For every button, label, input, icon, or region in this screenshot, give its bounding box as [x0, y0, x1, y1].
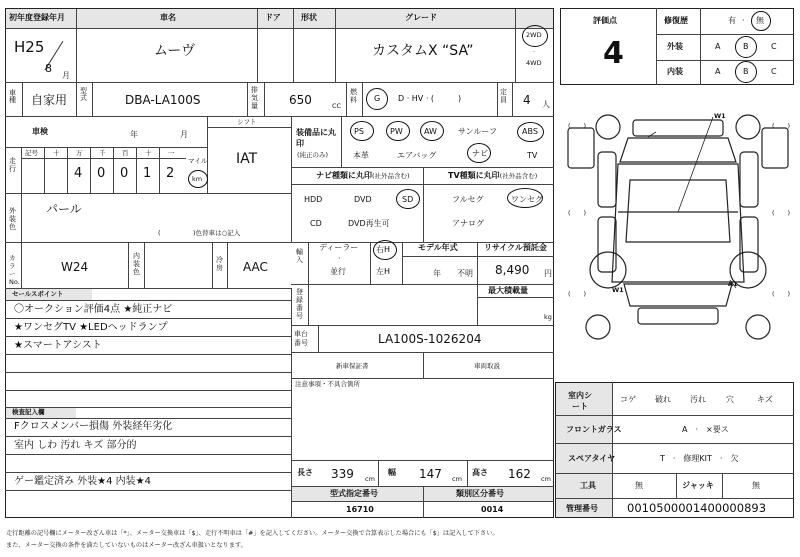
color-no: W24 — [61, 260, 89, 274]
mileage-digit: 4 — [74, 166, 83, 181]
interior-color-label: 内装色 — [133, 252, 140, 276]
usage: 自家用 — [31, 93, 68, 107]
tools-value: 無 — [635, 481, 643, 490]
inspector-label: 検査記入欄 — [12, 408, 45, 416]
shape-label: 形状 — [301, 13, 317, 22]
diagram-paren-5: ( ) — [568, 290, 587, 298]
spare-value: T · 修理KIT · 欠 — [660, 454, 739, 463]
cap-unit: 人 — [542, 100, 550, 109]
width-value: 147 — [419, 467, 442, 481]
mileage-digit: 2 — [166, 166, 175, 181]
navi-dvd-play: DVD再生可 — [348, 219, 390, 228]
load-label: 最大積載量 — [488, 286, 528, 295]
model-label: 型式 — [80, 87, 87, 102]
shift-label: シフト — [237, 118, 257, 126]
sales-line-3: ★スマートアシスト — [14, 340, 102, 351]
import-parallel: 並行 — [330, 267, 346, 276]
color-change: ( )色替車は○記入 — [158, 229, 241, 237]
fuel-g: G — [374, 94, 381, 103]
height-label: 高さ — [472, 468, 488, 477]
mileage-head-cell: 千 — [99, 149, 106, 157]
equip-label: 装備品に丸印 — [296, 128, 336, 148]
jack-value: 無 — [752, 481, 760, 490]
navi-cd: CD — [310, 219, 322, 228]
width-label: 幅 — [388, 468, 396, 477]
mgmt-label: 管理番号 — [566, 504, 598, 513]
car-diagram — [558, 92, 798, 377]
import-dot: · — [338, 254, 341, 263]
repair-yes: 有 — [728, 16, 736, 25]
footer-line-1: 走行距離の記号欄にメーター改ざん車は「*」、メーター交換車は「$」、走行不明車は「#」を記入してください。メーター交換で合算表示した場合にも「$」は記入して下さい。 — [6, 530, 499, 537]
reg-no-label: 登録番号 — [296, 288, 303, 320]
seat-item: 破れ — [655, 395, 671, 404]
ac-value: AAC — [243, 260, 268, 274]
sales-point-label: セールスポイント — [12, 290, 64, 298]
recycle-label: リサイクル預託金 — [484, 243, 547, 252]
tools-label: 工具 — [580, 481, 596, 490]
jack-label: ジャッキ — [682, 481, 714, 490]
ac-label: 冷房 — [216, 256, 223, 272]
model: DBA-LA100S — [125, 93, 201, 107]
car-grade: カスタムX “SA” — [372, 43, 474, 59]
navi-sd: SD — [402, 195, 414, 204]
height-value: 162 — [508, 467, 531, 481]
chassis-value: LA100S-1026204 — [378, 332, 482, 346]
glass-value: A · ×要ス — [682, 425, 729, 434]
notes-label: 注意事項・不具合箇所 — [295, 380, 360, 388]
import-right: 右H — [376, 245, 391, 254]
cap-label: 定員 — [500, 88, 507, 104]
reg-era: H25 — [14, 38, 45, 56]
navi-dvd: DVD — [354, 195, 372, 204]
shift-value: IAT — [236, 151, 258, 167]
inspector-line-3: ゲー鑑定済み 外装★4 内装★4 — [14, 476, 152, 487]
repair-no: 無 — [756, 16, 764, 25]
drive-dot: · — [533, 48, 536, 56]
model-year-year: 年 — [433, 269, 441, 278]
import-label: 輸入 — [296, 248, 303, 264]
inspector-line-1: Fクロスメンバー損傷 外装経年劣化 — [14, 421, 173, 432]
equip-abs: ABS — [522, 127, 538, 136]
grade-label: グレード — [405, 13, 437, 22]
width-unit: cm — [452, 475, 462, 483]
reg-date-label: 初年度登録年月 — [9, 13, 65, 22]
inspect-month: 月 — [180, 130, 188, 139]
tv-fullseg: フルセグ — [452, 195, 484, 204]
drive-2wd: 2WD — [526, 31, 542, 39]
seat-item: コゲ — [620, 395, 636, 404]
ext-grade-c: C — [771, 42, 777, 51]
car-name-label: 車名 — [160, 13, 176, 22]
tv-type-title: TV種類に丸印(社外品含む) — [448, 171, 538, 180]
mileage-head-cell: 記号 — [25, 149, 38, 157]
fuel-other: D · HV · ( ) — [398, 94, 462, 103]
color-value: パール — [46, 202, 82, 216]
equip-sunroof: サンルーフ — [458, 127, 497, 136]
equip-item: PS — [354, 127, 364, 136]
diagram-w1-top: W1 — [714, 112, 726, 120]
seat-label: 室内シート — [568, 391, 592, 411]
type-no-value: 16710 — [346, 505, 374, 514]
sales-line-1: 〇オークション評価4点 ★純正ナビ — [14, 304, 173, 315]
diagram-paren-2: ( ) — [772, 122, 791, 130]
load-unit: kg — [544, 313, 552, 321]
repair-label: 修復歴 — [664, 16, 688, 25]
ext-grade-b: B — [743, 42, 749, 51]
import-dealer: ディーラー — [319, 243, 359, 252]
mileage-head-cell: 百 — [122, 149, 129, 157]
capacity: 4 — [523, 93, 531, 107]
mileage-mile-unit: マイル — [188, 157, 208, 165]
int-grade-circle — [735, 61, 757, 83]
diagram-a1: A1 — [728, 280, 738, 288]
mgmt-value: 0010500001400000893 — [627, 501, 767, 515]
usage-label: 車種 — [9, 89, 16, 104]
disp-label: 排気量 — [251, 86, 258, 110]
disp-unit: CC — [332, 102, 342, 110]
int-grade-b: B — [743, 67, 749, 76]
import-left: 左H — [376, 267, 391, 276]
equip-airbag: エアバッグ — [397, 151, 437, 160]
sales-line-2: ★ワンセグTV ★LEDヘッドランプ — [14, 322, 168, 333]
reg-month-unit: 月 — [62, 71, 70, 80]
recycle-value: 8,490 — [495, 263, 530, 277]
mileage-digit: 0 — [97, 166, 106, 181]
diagram-w1-left: W1 — [612, 286, 624, 294]
inspect-year: 年 — [130, 130, 138, 139]
seat-item: 穴 — [726, 395, 734, 404]
spare-label: スペアタイヤ — [568, 454, 616, 463]
diagram-paren-4: ( ) — [772, 209, 791, 217]
mileage-head-cell: 一 — [168, 149, 175, 157]
drive-4wd: 4WD — [526, 59, 542, 67]
int-grade-c: C — [771, 67, 777, 76]
model-year-label: モデル年式 — [418, 243, 458, 252]
ext-label: 外装 — [667, 42, 683, 51]
car-name: ムーヴ — [154, 43, 196, 59]
chassis-label: 車台番号 — [294, 330, 308, 347]
length-unit: cm — [365, 475, 375, 483]
warranty-new: 新車保証書 — [336, 362, 369, 370]
length-label: 長さ — [297, 468, 313, 477]
height-unit: cm — [541, 475, 551, 483]
footer-line-2: また、メーター交換の条件を満たしていないものはメーター改ざん車扱いとなります。 — [6, 542, 247, 549]
mileage-head-cell: 十 — [145, 149, 152, 157]
repair-dot: · — [742, 16, 745, 25]
equip-item: AW — [424, 127, 437, 136]
equip-sub: (純正のみ) — [297, 151, 329, 159]
warranty-manual: 車両取説 — [474, 362, 500, 370]
inspect-label: 車検 — [32, 127, 48, 136]
mileage-digit: 0 — [120, 166, 129, 181]
disp: 650 — [289, 93, 312, 107]
tv-oneseg: ワンセグ — [511, 195, 543, 204]
reg-month: 8 — [45, 62, 52, 75]
navi-hdd: HDD — [304, 195, 323, 204]
type-no-label: 型式指定番号 — [330, 489, 378, 498]
int-grade-a: A — [715, 67, 721, 76]
int-label: 内装 — [667, 67, 683, 76]
seat-item: キズ — [757, 395, 773, 404]
mileage-head-cell: 十 — [53, 149, 60, 157]
seat-item: 汚れ — [690, 395, 706, 404]
mileage-head-cell: 万 — [76, 149, 83, 157]
class-no-label: 類別区分番号 — [456, 489, 504, 498]
navi-type-title: ナビ種類に丸印(社外品含む) — [316, 171, 410, 180]
equip-tv: TV — [527, 151, 538, 160]
mileage-digit: 1 — [143, 166, 152, 181]
diagram-paren-6: ( ) — [772, 290, 791, 298]
color-label: 外装色 — [9, 207, 16, 231]
equip-item: PW — [390, 127, 403, 136]
mileage-km-unit: km — [192, 175, 203, 183]
equip-navi: ナビ — [472, 149, 488, 158]
length-value: 339 — [331, 467, 354, 481]
color-no-label: カラーNo. — [9, 254, 20, 286]
recycle-unit: 円 — [544, 269, 552, 278]
ext-grade-circle — [735, 36, 757, 58]
tv-analog: アナログ — [452, 219, 484, 228]
diagram-paren-3: ( ) — [568, 209, 587, 217]
glass-label: フロントガラス — [566, 425, 622, 434]
door-label: ドア — [265, 13, 281, 22]
mileage-label: 走行 — [9, 157, 16, 173]
diagram-paren-1: ( ) — [568, 122, 587, 130]
fuel-label: 燃料 — [350, 88, 357, 104]
score-value: 4 — [603, 36, 624, 71]
equip-leather: 本革 — [353, 151, 369, 160]
ext-grade-a: A — [715, 42, 721, 51]
inspector-line-2: 室内 しわ 汚れ キズ 部分的 — [14, 440, 137, 451]
class-no-value: 0014 — [481, 505, 504, 514]
model-year-unknown: 不明 — [457, 269, 473, 278]
score-label: 評価点 — [593, 16, 617, 25]
